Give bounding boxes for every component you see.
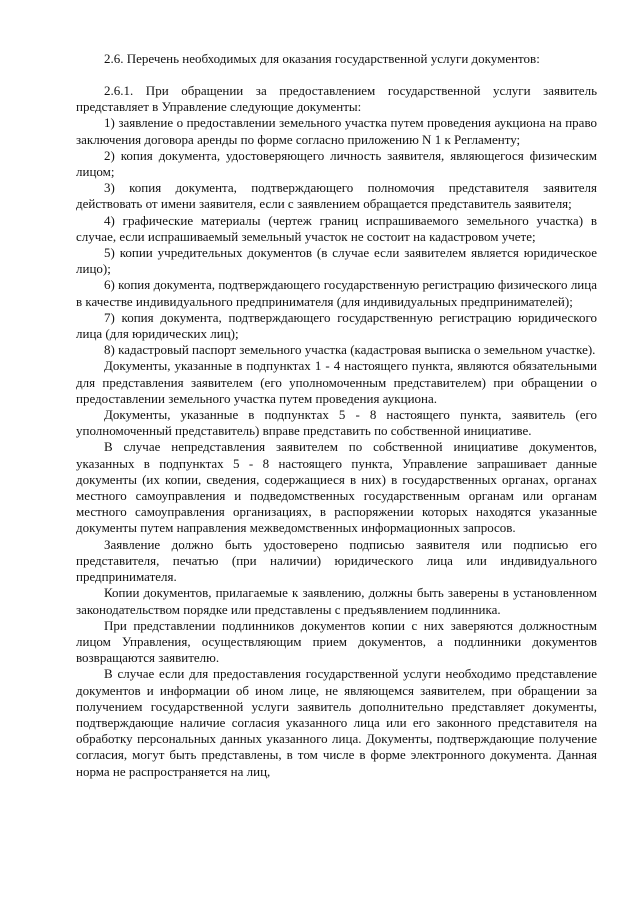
document-paragraph: 5) копии учредительных документов (в случае если заявителем является юридическое лицо); bbox=[76, 245, 597, 277]
document-paragraph: В случае непредставления заявителем по собственной инициативе документов, указанных в подпунктах 5 - 8 настоящего пункта, Управление запрашивает данные документы (их копии, сведения, содержащиеся в них) в государственных органах, органах местного самоуправления и подведомственных государственным органам или органам местного самоуправления организациях, в распоряжении которых находятся указанные документы путем направления межведомственных информационных запросов. bbox=[76, 439, 597, 536]
document-paragraph: 2) копия документа, удостоверяющего личность заявителя, являющегося физическим лицом; bbox=[76, 147, 597, 180]
document-paragraph: Заявление должно быть удостоверено подписью заявителя или подписью его представителя, печатью (при наличии) юридического лица или индивидуального предпринимателя. bbox=[76, 536, 597, 585]
document-paragraph: 4) графические материалы (чертеж границ испрашиваемого земельного участка) в случае, если испрашиваемый земельный участок не состоит на кадастровом учете; bbox=[76, 212, 597, 244]
document-paragraph: Копии документов, прилагаемые к заявлению, должны быть заверены в установленном законодательством порядке или представлены с предъявлением подлинника. bbox=[76, 585, 597, 617]
section-heading: 2.6. Перечень необходимых для оказания государственной услуги документов: bbox=[104, 51, 540, 66]
document-body bbox=[76, 83, 597, 780]
document-paragraph: Документы, указанные в подпунктах 1 - 4 настоящего пункта, являются обязательными для представления заявителем (его уполномоченным представителем) при обращении о предоставлении земельного участка путем проведения аукциона. bbox=[76, 358, 597, 406]
document-paragraph: 2.6.1. При обращении за предоставлением государственной услуги заявитель представляет в Управление следующие документы: bbox=[76, 83, 597, 115]
document-paragraph: 8) кадастровый паспорт земельного участка (кадастровая выписка о земельном участке). bbox=[104, 342, 596, 358]
document-paragraph: 1) заявление о предоставлении земельного участка путем проведения аукциона на право заключения договора аренды по форме согласно приложению N 1 к Регламенту; bbox=[76, 115, 597, 147]
document-paragraph: 3) копия документа, подтверждающего полномочия представителя заявителя действовать от имени заявителя, если с заявлением обращается представитель заявителя; bbox=[76, 180, 597, 212]
document-paragraph: В случае если для предоставления государственной услуги необходимо представление документов и информации об ином лице, не являющемся заявителем, при обращении за получением государственной услуги заявитель дополнительно представляет документы, подтверждающие наличие согласия указанного лица или его законного представителя на обработку персональных данных указанного лица. Документы, подтверждающие получение согласия, могут быть представлены, в том числе в форме электронного документа. Данная норма не распространяется на лиц, bbox=[76, 666, 597, 779]
document-paragraph: Документы, указанные в подпунктах 5 - 8 настоящего пункта, заявитель (его уполномоченный представитель) вправе представить по собственной инициативе. bbox=[76, 407, 597, 439]
document-paragraph: 7) копия документа, подтверждающего государственную регистрацию юридического лица (для юридических лиц); bbox=[76, 309, 597, 342]
document-paragraph: 6) копия документа, подтверждающего государственную регистрацию физического лица в качестве индивидуального предпринимателя (для индивидуальных предпринимателей); bbox=[76, 277, 597, 309]
document-paragraph: При представлении подлинников документов копии с них заверяются должностным лицом Управления, осуществляющим прием документов, а подлинники документов возвращаются заявителю. bbox=[76, 617, 597, 666]
